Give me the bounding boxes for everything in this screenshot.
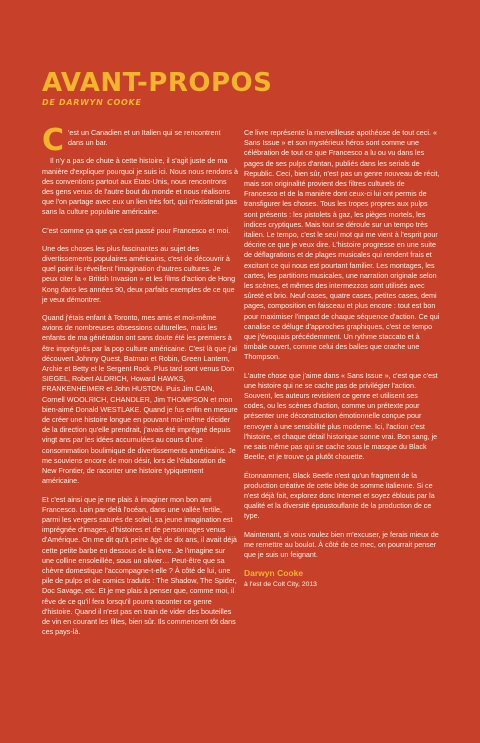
paragraph-7: Ce livre représente la merveilleuse apothéose de tout ceci. « Sans Issue » et son mystérieux héros sont comme une célébration de tout ce que Francesco a lu ou vu dans les pages de ses pulps d'antan, publiés dans les serials de Republic. Ceci, bien sûr, n'est pas un genre nouveau de récit, mais son originalité provient des filtres culturels de Francesco et de la manière dont ceux-ci lui ont permis de transfigurer les choses. Tous les tropes propres aux pulps sont présents : les pistolets à gaz, les pièges mortels, les indices cryptiques. Mais tout se déroule sur un tempo très italien. Le tempo, c'est le seul mot qui me vient à l'esprit pour décrire ce que je veux dire. L'histoire progresse en une suite de déflagrations et de plages musicales qui rendent frais et excitant ce qui nous est pourtant familier. Les montages, les cartes, les partitions musicales, une narration originale selon les scènes, et mêmes des intermezzos sont utilisés avec sûreté et brio. Neuf cases, quatre cases, petites cases, demi pages, composition en faisceau et plus encore : tout est bon pour maximiser l'impact de chaque séquence d'action. Ce qui canalise ce déluge d'approches graphiques, c'est ce tempo que j'évoquais précédemment. Un rythme staccato et à timbale ouvert, comme celui des balles que crache une Thompson. [244,128,440,362]
signature [244,568,440,590]
paragraph-3: C'est comme ça que ça c'est passé pour Francesco et moi. [42,225,231,235]
paragraph-4: Une des choses les plus fascinantes au sujet des divertissements populaires américains, c'est de découvrir à quel point ils réveillent l'imagination d'autres cultures. Je peux citer la « British Invasion » et les films d'action de Hong Kong dans les années 90, deux parfaits exemples de ce que je veux démontrer. [42,243,236,304]
byline: DE DARWYN COOKE [42,98,142,107]
signature-name: Darwyn Cooke [244,568,304,579]
left-column [42,123,238,645]
right-column [244,128,440,591]
drop-cap: C [42,123,65,158]
paragraph-8: L'autre chose que j'aime dans « Sans Issue », c'est que c'est une histoire qui ne se cache pas de privilégier l'action. Souvent, les auteurs revisitent ce genre et utilisent ses codes, ou les scènes d'action, comme un prétexte pour présenter une déconstruction émotionnelle conçue pour renvoyer à une sensibilité plus moderne. Ici, l'action c'est l'histoire, et chaque détail historique sonne vrai. Bon sang, je ne sais même pas qui se cache sous le masque du Black Beetle, et je trouve ça plutôt chouette. [244,370,438,462]
page-title: AVANT-PROPOS [42,68,273,98]
paragraph-2: Il n'y a pas de chute à cette histoire, il s'agit juste de ma manière d'expliquer pourquoi je suis ici. Nous nous rendons à des conventions partout aux États-Unis, nous rencontrons des gens venus de l'autre bout du monde et nous réalisons que l'on partage avec eux un lien très fort, qui n'existerait pas sans la culture populaire américaine. [42,156,238,217]
paragraph-5: Quand j'étais enfant à Toronto, mes amis et moi-même avions de nombreuses obsessions culturelles, mais les enfants de ma génération ont sans doute été les premiers à être imprégnés par la pop culture américaine. C'est là que j'ai découvert Johnny Quest, Batman et Robin, Green Lantern, Archie et Betty et le Sergent Rock. Plus tard sont venus Don SIEGEL, Robert ALDRICH, Howard HAWKS, FRANKENHEIMER et John HUSTON. Puis Jim CAIN, Cornell WOOLRICH, CHANDLER, Jim THOMPSON et mon bien-aimé Donald WESTLAKE. Quand je fus enfin en mesure de créer une histoire longue en pouvant moi-même décider de la direction qu'elle prendrait, j'avais été imprégné depuis vingt ans par les idées accumulées au cours d'une consommation boulimique de divertissements américains. Je me souviens encore de mon désir, lors de l'élaboration de New Frontier, de raconter une histoire typiquement américaine. [42,313,238,486]
paragraph-10: Maintenant, si vous voulez bien m'excuser, je ferais mieux de me remettre au boulot. À côté de ce mec, on pourrait penser que je suis un feignant. [244,529,439,559]
signature-place: à l'est de Colt City, 2013 [244,581,317,589]
paragraph-1: C 'est un Canadien et un Italien qui se rencontrent dans un bar. [42,123,221,158]
paragraph-9: Étonnamment, Black Beetle n'est qu'un fragment de la production créative de cette bête de somme italienne. Si ce n'est déjà fait, explorez donc Internet et soyez éblouis par la qualité et la diversité époustouflante de la production de ce type. [244,470,435,521]
paragraph-6: Et c'est ainsi que je me plais à imaginer mon bon ami Francesco. Loin par-delà l'océan, dans une vallée fertile, parmi les vergers saturés de soleil, sa jeune imagination est imprégnée d'images, d'histoires et de personnages venus d'Amérique. On me dit qu'à peine âgé de dix ans, il avait déjà cette petite barbe en dessous de la lèvre. Je l'imagine sur une colline ensoleillée, sous un olivier… Peut-être que sa chèvre domestique l'accompagne-t-elle ? À côté de lui, une pile de pulps et de comics traduits : The Shadow, The Spider, Doc Savage, etc. Et je me plais à penser que, comme moi, il rêve de ce qu'il fera lorsqu'il pourra raconter ce genre d'histoire. Quand il n'est pas en train de vider des bouteilles de vin en courant les filles, bien sûr. Ils commencent tôt dans ces pays-là. [42,494,237,637]
